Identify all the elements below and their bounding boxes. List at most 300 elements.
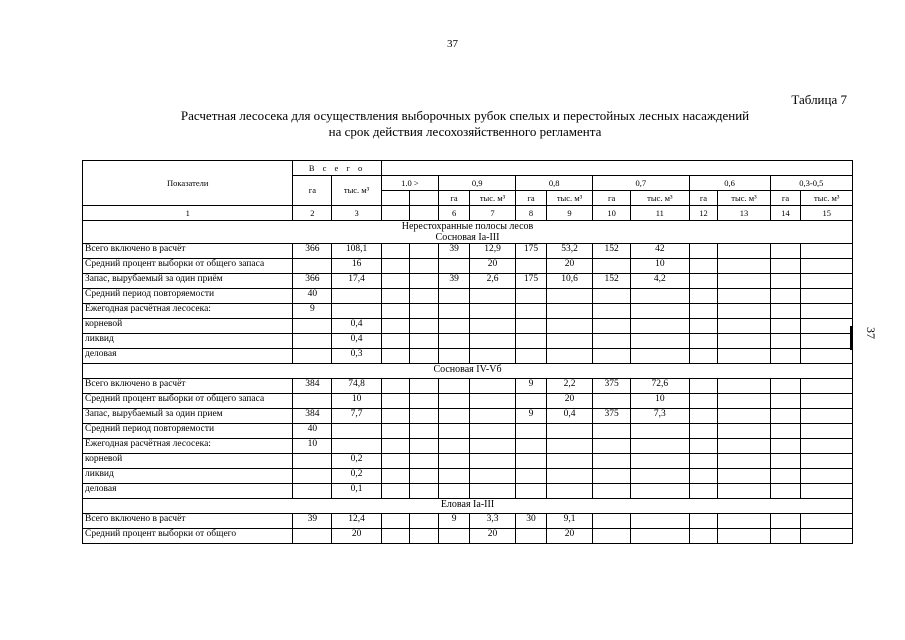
header-group-0-8: 0,8 (516, 176, 593, 191)
data-cell (381, 484, 410, 499)
data-cell (689, 379, 718, 394)
data-cell (381, 394, 410, 409)
data-cell (439, 379, 470, 394)
data-cell (631, 439, 690, 454)
data-cell (332, 424, 381, 439)
data-cell: 7,3 (631, 409, 690, 424)
data-cell (801, 349, 853, 364)
data-cell: 74,8 (332, 379, 381, 394)
data-cell (381, 244, 410, 259)
data-cell (689, 304, 718, 319)
data-cell: 2,6 (469, 274, 515, 289)
section-title-line: Еловая Ia-III (440, 499, 495, 510)
data-cell (381, 469, 410, 484)
header-sub-m3: тыс. м³ (469, 191, 515, 206)
data-cell (593, 289, 631, 304)
header-group-0-7: 0,7 (593, 176, 689, 191)
data-cell (516, 259, 547, 274)
title-line-2: на срок действия лесохозяйственного регламента (328, 124, 602, 139)
data-cell (293, 334, 332, 349)
data-cell (718, 319, 770, 334)
data-cell (801, 529, 853, 544)
data-cell (293, 469, 332, 484)
data-cell (381, 334, 410, 349)
data-cell: 16 (332, 259, 381, 274)
data-cell (546, 304, 592, 319)
data-cell (718, 394, 770, 409)
data-cell (770, 334, 801, 349)
data-cell (718, 244, 770, 259)
data-cell: 108,1 (332, 244, 381, 259)
data-cell: 20 (546, 259, 592, 274)
section-title-line: Сосновая Ia-III (435, 232, 500, 243)
data-cell (801, 274, 853, 289)
data-cell (439, 529, 470, 544)
data-cell (631, 319, 690, 334)
data-cell (410, 289, 439, 304)
data-cell (770, 244, 801, 259)
header-sub-m3: тыс. м³ (718, 191, 770, 206)
data-cell (718, 259, 770, 274)
data-cell: 10 (631, 394, 690, 409)
data-cell (516, 454, 547, 469)
table-row (83, 409, 853, 424)
data-cell (469, 424, 515, 439)
data-cell (439, 454, 470, 469)
data-cell (439, 259, 470, 274)
header-group-1-0: 1.0 > (381, 176, 438, 191)
data-cell (546, 439, 592, 454)
header-group-0-3-0-5: 0,3-0,5 (770, 176, 852, 191)
data-cell (801, 484, 853, 499)
data-cell (689, 409, 718, 424)
row-label: Средний период повторяемости (83, 424, 293, 439)
data-cell (293, 349, 332, 364)
data-cell (718, 409, 770, 424)
data-cell (410, 259, 439, 274)
data-cell: 40 (293, 424, 332, 439)
row-label: деловая (83, 349, 293, 364)
header-total: В с е г о (293, 161, 381, 176)
data-cell: 375 (593, 379, 631, 394)
data-cell (689, 334, 718, 349)
data-cell (381, 304, 410, 319)
data-cell (770, 439, 801, 454)
data-cell (546, 334, 592, 349)
column-number: 2 (293, 206, 332, 221)
data-cell (718, 304, 770, 319)
row-label: Средний процент выборки от общего запаса (83, 259, 293, 274)
side-page-number: 37 (864, 327, 878, 339)
data-cell (718, 469, 770, 484)
data-cell (718, 379, 770, 394)
data-cell: 17,4 (332, 274, 381, 289)
data-cell: 9 (293, 304, 332, 319)
data-cell (381, 529, 410, 544)
data-cell: 39 (293, 514, 332, 529)
data-cell (546, 454, 592, 469)
data-cell (516, 469, 547, 484)
data-cell (439, 349, 470, 364)
row-label: корневой (83, 319, 293, 334)
data-cell (332, 439, 381, 454)
row-label: Средний период повторяемости (83, 289, 293, 304)
data-cell (332, 304, 381, 319)
data-cell (718, 529, 770, 544)
table-row (83, 319, 853, 334)
header-sub-m3: тыс. м³ (546, 191, 592, 206)
row-label: корневой (83, 454, 293, 469)
data-cell (546, 289, 592, 304)
data-cell (631, 349, 690, 364)
data-cell: 10,6 (546, 274, 592, 289)
table-row (83, 274, 853, 289)
data-cell (593, 304, 631, 319)
data-cell (469, 349, 515, 364)
data-cell (439, 424, 470, 439)
data-cell (516, 304, 547, 319)
data-cell (801, 454, 853, 469)
data-cell (293, 529, 332, 544)
data-cell (689, 274, 718, 289)
data-cell (801, 259, 853, 274)
data-cell (410, 484, 439, 499)
data-cell (689, 439, 718, 454)
data-cell (801, 439, 853, 454)
data-cell (801, 394, 853, 409)
table-row (83, 469, 853, 484)
data-cell (631, 469, 690, 484)
data-cell (770, 274, 801, 289)
data-cell: 0,4 (332, 319, 381, 334)
data-cell (631, 424, 690, 439)
table-row (83, 379, 853, 394)
header-sub-ha: га (689, 191, 718, 206)
data-cell (381, 319, 410, 334)
data-cell (801, 409, 853, 424)
data-cell (469, 454, 515, 469)
data-cell (546, 469, 592, 484)
data-cell (770, 454, 801, 469)
data-cell (593, 319, 631, 334)
data-cell (381, 379, 410, 394)
data-cell (439, 409, 470, 424)
table-row (83, 439, 853, 454)
data-cell (516, 319, 547, 334)
column-number: 1 (83, 206, 293, 221)
table-row (83, 259, 853, 274)
data-cell (689, 469, 718, 484)
data-cell (410, 439, 439, 454)
data-cell (593, 514, 631, 529)
data-cell (516, 484, 547, 499)
data-cell (631, 304, 690, 319)
data-cell: 2,2 (546, 379, 592, 394)
data-cell (770, 424, 801, 439)
section-title-line: Сосновая IV-Vб (433, 364, 502, 375)
data-cell: 3,3 (469, 514, 515, 529)
column-number: 10 (593, 206, 631, 221)
title-line-1: Расчетная лесосека для осуществления выборочных рубок спелых и перестойных лесных насаждений (180, 108, 750, 123)
table-row (83, 424, 853, 439)
header-indicators: Показатели (83, 161, 293, 206)
data-cell: 10 (631, 259, 690, 274)
row-label: Средний процент выборки от общего (83, 529, 293, 544)
data-cell: 9 (439, 514, 470, 529)
header-sub-ha: га (439, 191, 470, 206)
data-cell (770, 514, 801, 529)
data-cell (801, 469, 853, 484)
data-cell (469, 469, 515, 484)
table-row (83, 304, 853, 319)
data-cell (469, 484, 515, 499)
column-number: 14 (770, 206, 801, 221)
data-cell (293, 484, 332, 499)
data-cell (469, 304, 515, 319)
data-cell: 20 (546, 394, 592, 409)
data-cell (770, 394, 801, 409)
header-sub-ha: га (770, 191, 801, 206)
data-cell: 30 (516, 514, 547, 529)
column-number-row (83, 206, 853, 221)
data-cell (718, 439, 770, 454)
data-cell (718, 349, 770, 364)
data-cell (469, 439, 515, 454)
data-cell: 366 (293, 244, 332, 259)
data-cell (631, 454, 690, 469)
data-cell (439, 289, 470, 304)
header-density-blank (381, 161, 852, 176)
data-cell: 7,7 (332, 409, 381, 424)
data-cell (410, 469, 439, 484)
table-row (83, 244, 853, 259)
data-cell (593, 529, 631, 544)
data-cell (516, 289, 547, 304)
data-cell (801, 424, 853, 439)
data-cell (293, 259, 332, 274)
row-label: Средний процент выборки от общего запаса (83, 394, 293, 409)
data-cell (381, 514, 410, 529)
data-cell (801, 289, 853, 304)
data-cell (439, 304, 470, 319)
data-cell (410, 319, 439, 334)
data-cell (718, 484, 770, 499)
data-cell (293, 319, 332, 334)
data-cell (689, 319, 718, 334)
data-cell (631, 529, 690, 544)
data-cell: 12,9 (469, 244, 515, 259)
data-cell (718, 289, 770, 304)
table-title (80, 108, 850, 140)
data-cell: 366 (293, 274, 332, 289)
data-cell (546, 349, 592, 364)
data-cell: 42 (631, 244, 690, 259)
data-cell (801, 244, 853, 259)
data-cell (381, 439, 410, 454)
table-row (83, 529, 853, 544)
data-cell (381, 274, 410, 289)
data-cell (410, 514, 439, 529)
data-cell (546, 424, 592, 439)
header-sub-blank (381, 191, 410, 206)
data-cell: 0,2 (332, 454, 381, 469)
data-cell (516, 394, 547, 409)
data-cell (770, 319, 801, 334)
header-total-m3: тыс. м³ (332, 176, 381, 206)
data-cell: 152 (593, 244, 631, 259)
data-cell: 12,4 (332, 514, 381, 529)
data-cell: 9,1 (546, 514, 592, 529)
data-cell (410, 529, 439, 544)
data-cell (410, 274, 439, 289)
data-cell (770, 409, 801, 424)
data-cell (381, 259, 410, 274)
row-label: Всего включено в расчёт (83, 379, 293, 394)
data-cell (718, 424, 770, 439)
table-row (83, 394, 853, 409)
data-cell (593, 334, 631, 349)
data-cell (546, 484, 592, 499)
data-cell (801, 334, 853, 349)
data-cell (689, 244, 718, 259)
data-cell (801, 379, 853, 394)
data-cell (516, 424, 547, 439)
data-cell (593, 259, 631, 274)
data-cell: 72,6 (631, 379, 690, 394)
data-cell: 175 (516, 274, 547, 289)
data-cell: 9 (516, 409, 547, 424)
row-label: Запас, вырубаемый за один приём (83, 274, 293, 289)
data-cell (469, 394, 515, 409)
data-cell: 375 (593, 409, 631, 424)
data-cell (770, 304, 801, 319)
table-row (83, 514, 853, 529)
data-cell (293, 454, 332, 469)
data-cell: 0,4 (546, 409, 592, 424)
data-cell (439, 394, 470, 409)
data-cell (718, 454, 770, 469)
data-cell: 175 (516, 244, 547, 259)
section-header-row (83, 221, 853, 244)
data-cell (439, 469, 470, 484)
data-cell (801, 514, 853, 529)
section-title-line: Нерестохранные полосы лесов (401, 221, 534, 232)
data-cell: 20 (469, 529, 515, 544)
data-cell (770, 379, 801, 394)
data-cell (381, 349, 410, 364)
data-cell (631, 334, 690, 349)
table-label: Таблица 7 (791, 92, 847, 107)
section-header-row (83, 499, 853, 514)
header-sub-ha: га (593, 191, 631, 206)
data-cell (689, 454, 718, 469)
column-number: 9 (546, 206, 592, 221)
table-row (83, 289, 853, 304)
column-number: 6 (439, 206, 470, 221)
data-cell (689, 424, 718, 439)
data-cell (718, 334, 770, 349)
header-sub-blank (410, 191, 439, 206)
data-cell (770, 469, 801, 484)
data-cell (410, 379, 439, 394)
table-row (83, 334, 853, 349)
header-sub-m3: тыс. м³ (801, 191, 853, 206)
data-cell (593, 439, 631, 454)
data-cell (801, 304, 853, 319)
data-cell (770, 289, 801, 304)
data-cell: 152 (593, 274, 631, 289)
header-sub-ha: га (516, 191, 547, 206)
column-number: 3 (332, 206, 381, 221)
data-cell (469, 379, 515, 394)
data-cell: 39 (439, 274, 470, 289)
felling-table (82, 160, 853, 544)
data-cell: 53,2 (546, 244, 592, 259)
data-cell (381, 409, 410, 424)
data-cell (631, 514, 690, 529)
data-cell (689, 514, 718, 529)
column-number: 13 (718, 206, 770, 221)
data-cell (516, 334, 547, 349)
data-cell (689, 484, 718, 499)
data-cell: 20 (469, 259, 515, 274)
data-cell (469, 319, 515, 334)
data-cell (718, 274, 770, 289)
section-title (83, 364, 853, 379)
data-cell (469, 289, 515, 304)
table-row (83, 454, 853, 469)
data-cell (332, 289, 381, 304)
data-cell (689, 529, 718, 544)
row-label: ликвид (83, 469, 293, 484)
data-cell (516, 439, 547, 454)
data-cell (469, 409, 515, 424)
data-cell: 40 (293, 289, 332, 304)
data-cell (381, 289, 410, 304)
data-cell (410, 424, 439, 439)
data-cell: 0,3 (332, 349, 381, 364)
data-cell (593, 484, 631, 499)
data-cell (718, 514, 770, 529)
data-cell (631, 484, 690, 499)
header-sub-m3: тыс. м³ (631, 191, 690, 206)
data-cell: 39 (439, 244, 470, 259)
section-title (83, 221, 853, 244)
column-number: 15 (801, 206, 853, 221)
page-number: 37 (447, 38, 458, 50)
data-cell (439, 439, 470, 454)
data-cell (770, 529, 801, 544)
row-label: деловая (83, 484, 293, 499)
data-cell (410, 409, 439, 424)
data-cell (689, 394, 718, 409)
header-total-ha: га (293, 176, 332, 206)
row-label: Запас, вырубаемый за один прием (83, 409, 293, 424)
section-header-row (83, 364, 853, 379)
data-cell: 20 (546, 529, 592, 544)
data-cell (801, 319, 853, 334)
data-cell (689, 349, 718, 364)
row-label: Ежегодная расчётная лесосека: (83, 304, 293, 319)
data-cell (410, 454, 439, 469)
table-row (83, 484, 853, 499)
data-cell (516, 349, 547, 364)
data-cell: 10 (293, 439, 332, 454)
data-cell (593, 394, 631, 409)
data-cell (770, 259, 801, 274)
data-cell (439, 334, 470, 349)
data-cell: 0,1 (332, 484, 381, 499)
